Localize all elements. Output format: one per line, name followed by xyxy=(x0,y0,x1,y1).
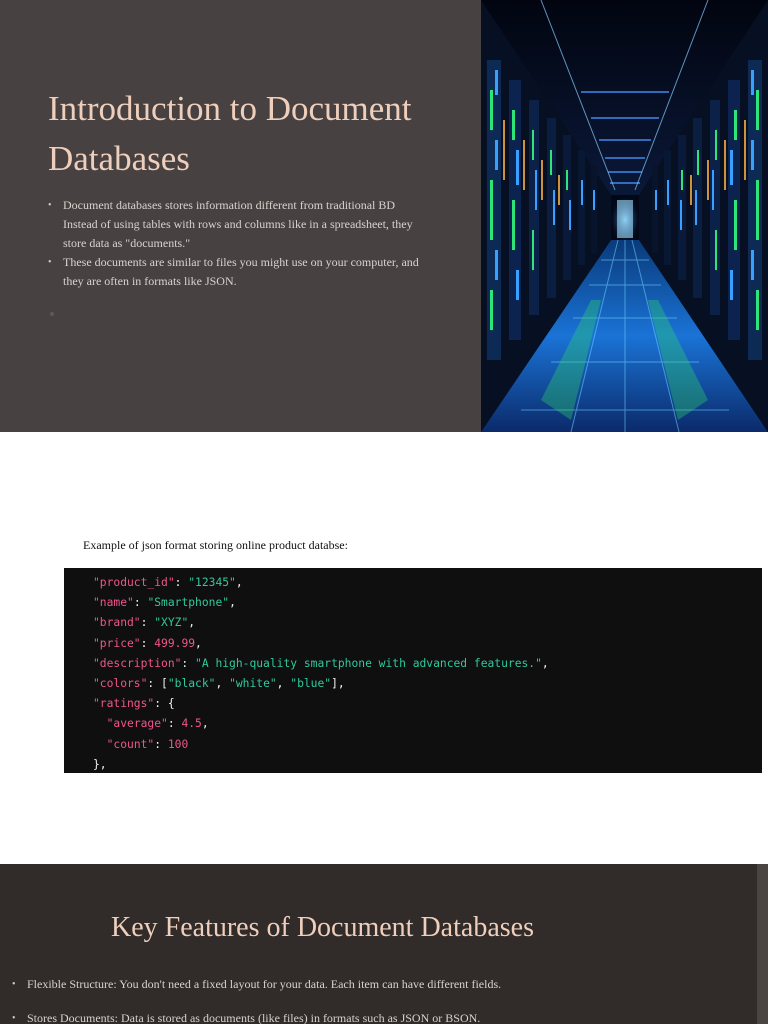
bullet-item: • Stores Documents: Data is stored as documents (like files) in formats such as JSON or BSON. xyxy=(12,1010,501,1024)
json-code-block xyxy=(64,568,762,773)
code-line: "colors": ["black", "white", "blue"], xyxy=(93,677,345,691)
code-line: "name": "Smartphone", xyxy=(93,596,236,610)
empty-bullet-marker xyxy=(50,312,54,316)
code-line: "price": 499.99, xyxy=(93,636,202,650)
code-line: "description": "A high-quality smartphone with advanced features.", xyxy=(93,656,549,670)
code-line: "product_id": "12345", xyxy=(93,576,243,589)
code-line: "average": 4.5, xyxy=(106,717,209,731)
vertical-scrollbar[interactable] xyxy=(757,864,768,1024)
slide-title: Key Features of Document Databases xyxy=(111,912,534,943)
bullet-item: • Document databases stores information different from traditional BD Instead of using tables with rows and columns like in a spreadsheet, they store data as "documents." xyxy=(48,196,432,253)
slide-text-column xyxy=(48,84,432,291)
bullet-list xyxy=(48,196,432,291)
code-caption: Example of json format storing online product databse: xyxy=(83,538,348,552)
bullet-list xyxy=(12,976,501,1024)
bullet-item: • Flexible Structure: You don't need a fixed layout for your data. Each item can have different fields. xyxy=(12,976,501,993)
code-line: "count": 100 xyxy=(106,737,189,751)
slide-key-features xyxy=(0,864,768,1024)
slide-title: Introduction to Document Databases xyxy=(48,89,412,178)
code-line: "brand": "XYZ", xyxy=(93,616,196,630)
slide-introduction xyxy=(0,0,768,432)
code-line: "ratings": { xyxy=(93,697,175,711)
code-line: }, xyxy=(93,757,107,771)
bullet-item: • These documents are similar to files you might use on your computer, and they are often in formats like JSON. xyxy=(48,253,432,291)
server-room-image xyxy=(481,0,768,432)
